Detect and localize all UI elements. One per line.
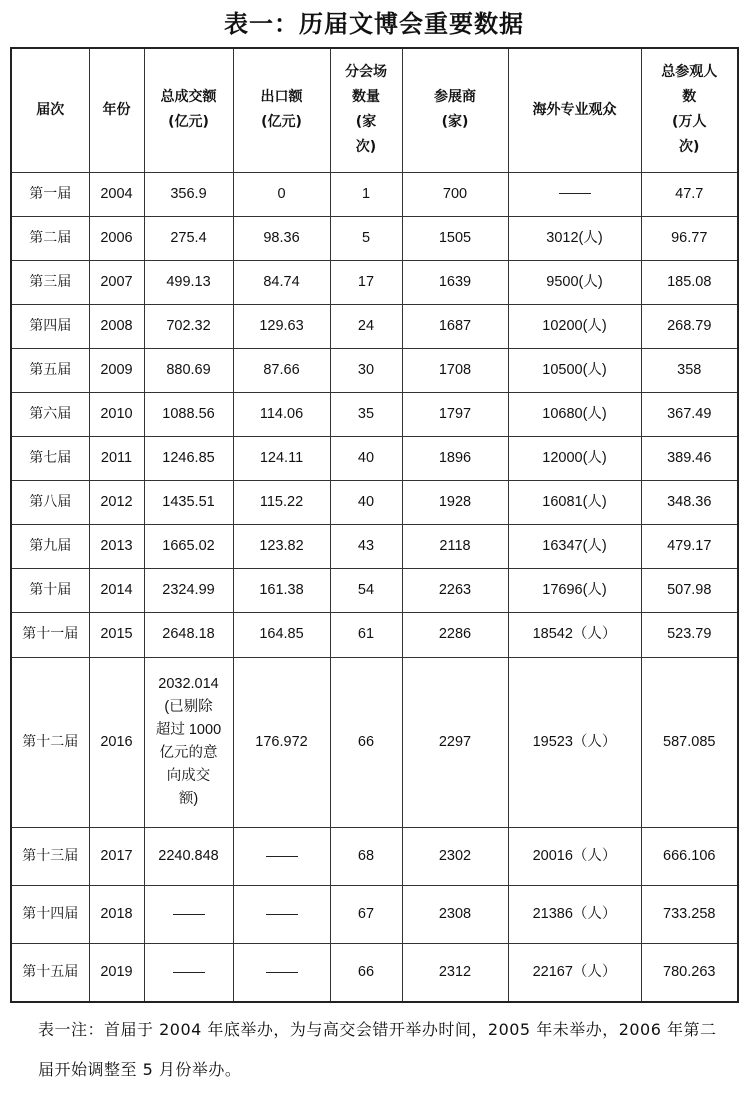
cell-export: 129.63	[233, 304, 330, 348]
data-table	[10, 47, 739, 1003]
cell-total: 275.4	[144, 216, 233, 260]
cell-visitors: 587.085	[641, 657, 738, 827]
table-row	[11, 216, 738, 260]
cell-session: 第十届	[11, 569, 89, 613]
cell-total: 499.13	[144, 260, 233, 304]
cell-year: 2015	[89, 613, 144, 657]
cell-overseas: 17696(人)	[508, 569, 641, 613]
table-body	[11, 172, 738, 1002]
cell-year: 2007	[89, 260, 144, 304]
cell-total: 880.69	[144, 348, 233, 392]
cell-year: 2016	[89, 657, 144, 827]
table-row	[11, 613, 738, 657]
cell-session: 第七届	[11, 437, 89, 481]
cell-overseas: 18542（人）	[508, 613, 641, 657]
cell-exhibitors: 1797	[402, 392, 508, 436]
cell-visitors: 367.49	[641, 392, 738, 436]
cell-export: 123.82	[233, 525, 330, 569]
cell-venues: 17	[330, 260, 402, 304]
cell-export: 124.11	[233, 437, 330, 481]
dash-mark	[266, 914, 298, 915]
cell-total: 1435.51	[144, 481, 233, 525]
cell-visitors: 348.36	[641, 481, 738, 525]
cell-total: 1246.85	[144, 437, 233, 481]
cell-exhibitors: 2297	[402, 657, 508, 827]
header-venues: 分会场 数量 (家 次)	[330, 48, 402, 172]
cell-export: 161.38	[233, 569, 330, 613]
cell-session: 第八届	[11, 481, 89, 525]
cell-session: 第四届	[11, 304, 89, 348]
cell-visitors: 733.258	[641, 886, 738, 944]
dash-mark	[266, 972, 298, 973]
cell-export: 164.85	[233, 613, 330, 657]
cell-overseas: 16081(人)	[508, 481, 641, 525]
cell-year: 2011	[89, 437, 144, 481]
cell-session: 第十一届	[11, 613, 89, 657]
header-session: 届次	[11, 48, 89, 172]
dash-mark	[173, 914, 205, 915]
cell-exhibitors: 2302	[402, 827, 508, 885]
table-row	[11, 886, 738, 944]
cell-year: 2008	[89, 304, 144, 348]
cell-overseas: 12000(人)	[508, 437, 641, 481]
cell-year: 2004	[89, 172, 144, 216]
cell-overseas: 9500(人)	[508, 260, 641, 304]
cell-total: 1088.56	[144, 392, 233, 436]
cell-year: 2017	[89, 827, 144, 885]
cell-year: 2019	[89, 944, 144, 1002]
cell-venues: 66	[330, 944, 402, 1002]
dash-mark	[559, 193, 591, 194]
header-export: 出口额 (亿元)	[233, 48, 330, 172]
cell-visitors: 479.17	[641, 525, 738, 569]
cell-export: 114.06	[233, 392, 330, 436]
table-row	[11, 944, 738, 1002]
cell-year: 2012	[89, 481, 144, 525]
cell-venues: 40	[330, 481, 402, 525]
cell-year: 2018	[89, 886, 144, 944]
cell-visitors: 780.263	[641, 944, 738, 1002]
table-note: 表一注：首届于 2004 年底举办，为与高交会错开举办时间，2005 年未举办，2006 年第二届开始调整至 5 月份举办。	[38, 1020, 717, 1079]
cell-overseas: 22167（人）	[508, 944, 641, 1002]
cell-visitors: 358	[641, 348, 738, 392]
cell-overseas: 10200(人)	[508, 304, 641, 348]
cell-session: 第二届	[11, 216, 89, 260]
table-row	[11, 172, 738, 216]
cell-session: 第九届	[11, 525, 89, 569]
cell-export: 115.22	[233, 481, 330, 525]
cell-export: 84.74	[233, 260, 330, 304]
cell-venues: 66	[330, 657, 402, 827]
cell-overseas: 10680(人)	[508, 392, 641, 436]
dash-mark	[173, 972, 205, 973]
cell-export: 87.66	[233, 348, 330, 392]
header-year: 年份	[89, 48, 144, 172]
cell-visitors: 268.79	[641, 304, 738, 348]
cell-export	[233, 886, 330, 944]
cell-venues: 61	[330, 613, 402, 657]
cell-visitors: 47.7	[641, 172, 738, 216]
cell-export: 176.972	[233, 657, 330, 827]
cell-total: 2324.99	[144, 569, 233, 613]
cell-session: 第十四届	[11, 886, 89, 944]
cell-session: 第十二届	[11, 657, 89, 827]
header-overseas: 海外专业观众	[508, 48, 641, 172]
cell-session: 第六届	[11, 392, 89, 436]
cell-exhibitors: 1928	[402, 481, 508, 525]
table-row	[11, 569, 738, 613]
cell-overseas: 20016（人）	[508, 827, 641, 885]
cell-total: 702.32	[144, 304, 233, 348]
table-row	[11, 481, 738, 525]
cell-total: 1665.02	[144, 525, 233, 569]
header-exhibitors: 参展商 (家)	[402, 48, 508, 172]
table-row	[11, 260, 738, 304]
cell-exhibitors: 2308	[402, 886, 508, 944]
cell-total: 2648.18	[144, 613, 233, 657]
cell-session: 第十五届	[11, 944, 89, 1002]
header-total-turnover: 总成交额 (亿元)	[144, 48, 233, 172]
cell-venues: 1	[330, 172, 402, 216]
cell-exhibitors: 2286	[402, 613, 508, 657]
cell-exhibitors: 1708	[402, 348, 508, 392]
cell-exhibitors: 2118	[402, 525, 508, 569]
cell-exhibitors: 1505	[402, 216, 508, 260]
cell-venues: 35	[330, 392, 402, 436]
cell-exhibitors: 700	[402, 172, 508, 216]
cell-session: 第五届	[11, 348, 89, 392]
cell-total	[144, 886, 233, 944]
cell-overseas: 21386（人）	[508, 886, 641, 944]
cell-year: 2006	[89, 216, 144, 260]
cell-venues: 30	[330, 348, 402, 392]
cell-total: 2240.848	[144, 827, 233, 885]
cell-venues: 40	[330, 437, 402, 481]
table-row	[11, 827, 738, 885]
cell-export: 0	[233, 172, 330, 216]
table-row	[11, 437, 738, 481]
table-row	[11, 657, 738, 827]
cell-total: 2032.014 (已剔除 超过 1000 亿元的意 向成交 额)	[144, 657, 233, 827]
cell-exhibitors: 2263	[402, 569, 508, 613]
cell-overseas: 3012(人)	[508, 216, 641, 260]
cell-venues: 5	[330, 216, 402, 260]
cell-visitors: 523.79	[641, 613, 738, 657]
cell-overseas: 16347(人)	[508, 525, 641, 569]
cell-visitors: 389.46	[641, 437, 738, 481]
table-row	[11, 392, 738, 436]
cell-session: 第十三届	[11, 827, 89, 885]
cell-overseas: 19523（人）	[508, 657, 641, 827]
cell-venues: 68	[330, 827, 402, 885]
cell-exhibitors: 1639	[402, 260, 508, 304]
cell-session: 第三届	[11, 260, 89, 304]
table-row	[11, 525, 738, 569]
cell-year: 2014	[89, 569, 144, 613]
cell-venues: 24	[330, 304, 402, 348]
cell-exhibitors: 2312	[402, 944, 508, 1002]
cell-exhibitors: 1687	[402, 304, 508, 348]
cell-visitors: 507.98	[641, 569, 738, 613]
table-row	[11, 304, 738, 348]
cell-export: 98.36	[233, 216, 330, 260]
cell-venues: 54	[330, 569, 402, 613]
table-row	[11, 348, 738, 392]
cell-overseas	[508, 172, 641, 216]
dash-mark	[266, 856, 298, 857]
table-title: 表一：历届文博会重要数据	[224, 9, 524, 38]
header-visitors: 总参观人 数 (万人 次)	[641, 48, 738, 172]
cell-export	[233, 944, 330, 1002]
cell-venues: 43	[330, 525, 402, 569]
cell-venues: 67	[330, 886, 402, 944]
cell-total: 356.9	[144, 172, 233, 216]
cell-year: 2009	[89, 348, 144, 392]
cell-session: 第一届	[11, 172, 89, 216]
header-row	[11, 48, 738, 172]
cell-overseas: 10500(人)	[508, 348, 641, 392]
cell-year: 2013	[89, 525, 144, 569]
cell-exhibitors: 1896	[402, 437, 508, 481]
cell-visitors: 96.77	[641, 216, 738, 260]
cell-visitors: 185.08	[641, 260, 738, 304]
cell-export	[233, 827, 330, 885]
cell-year: 2010	[89, 392, 144, 436]
cell-total	[144, 944, 233, 1002]
cell-visitors: 666.106	[641, 827, 738, 885]
